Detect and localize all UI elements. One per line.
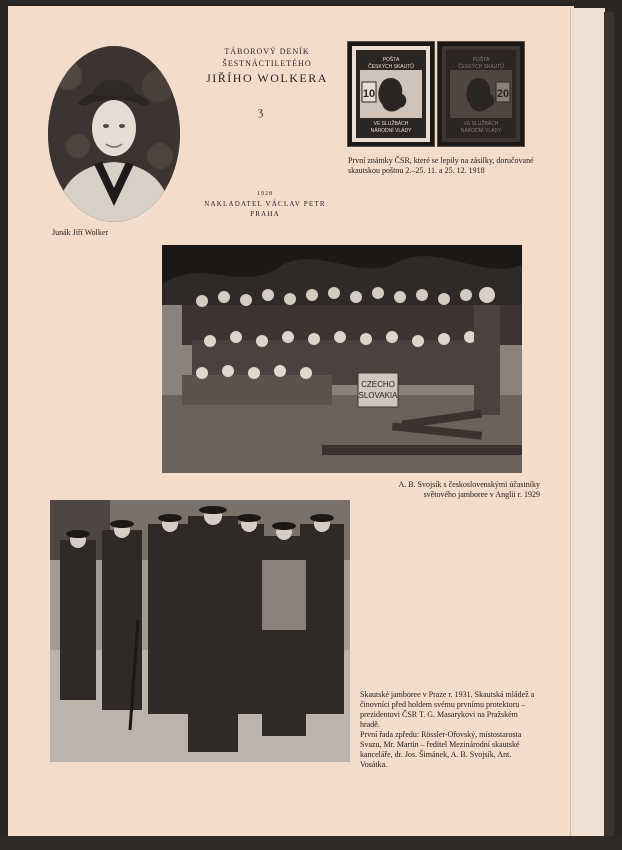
stamp-20 [438,42,524,146]
photo-jamboree-england [162,245,522,473]
stamp-10-top-2: ČESKÝCH SKAUTŮ [368,64,414,70]
prague-caption-line-2: První řada zpředu: Rössler-Ořovský, místostarosta Svazu, Mr. Martin – ředitel Mezinárodní skautské kanceláře, dr. Jos. Šimánek, A. B. Svojsík, Ant. Vosátka. [360,730,522,769]
next-page-edge [570,8,605,844]
stamp-10-bottom-1: VE SLUŽBÁCH [373,121,409,127]
stamps-caption: První známky ČSR, které se lepily na zásilky, doručované skautskou poštou 2.–25. 11. a 25. 12. 1918 [348,156,534,175]
portrait-caption: Junák Jiří Wolker [52,228,109,237]
publisher-city: PRAHA [250,210,280,218]
publisher-block [190,190,340,219]
title-line-3: JIŘÍHO WOLKERA [206,71,328,85]
stamp-20-bottom-1: VE SLUŽBÁCH [463,121,499,127]
stamp-10-top-1: POŠTA [382,57,400,63]
stamp-10 [348,42,434,146]
stamp-20-bottom-2: NÁRODNÍ VLÁDY [460,128,502,134]
title-line-2: ŠESTNÁCTILETÉHO [222,59,312,68]
jamboree-sign-line-2: SLOVAKIA [358,391,398,400]
stamp-20-top-1: POŠTA [472,57,490,63]
photo-jamboree-prague [50,500,350,762]
publisher-name: NAKLADATEL VÁCLAV PETR [204,200,326,208]
book-spine-shadow [604,12,614,842]
jamboree-caption: A. B. Svojsík s československými účastníky světového jamboree v Anglii r. 1929 [398,480,540,499]
stamp-20-top-2: ČESKÝCH SKAUTŮ [458,64,504,70]
stamp-20-value: 20 [496,88,510,100]
stamp-10-value: 10 [362,88,376,100]
stamp-10-bottom-2: NÁRODNÍ VLÁDY [370,128,412,134]
title-line-1: TÁBOROVÝ DENÍK [224,47,310,56]
prague-caption-line-1: Skautské jamboree v Praze r. 1931. Skautská mládež a činovníci před holdem svému prvnímu protektoru – prezidentovi ČSR T. G. Masarykovi na Pražském hradě. [360,690,535,729]
title-ornament: ʒ [258,104,264,118]
portrait-photo-wolker [48,46,180,222]
publication-year: 1928 [257,191,273,197]
bottom-background [0,836,622,850]
jamboree-sign-line-1: CZECHO [361,380,395,389]
book-title [196,46,338,86]
prague-caption [360,690,536,770]
